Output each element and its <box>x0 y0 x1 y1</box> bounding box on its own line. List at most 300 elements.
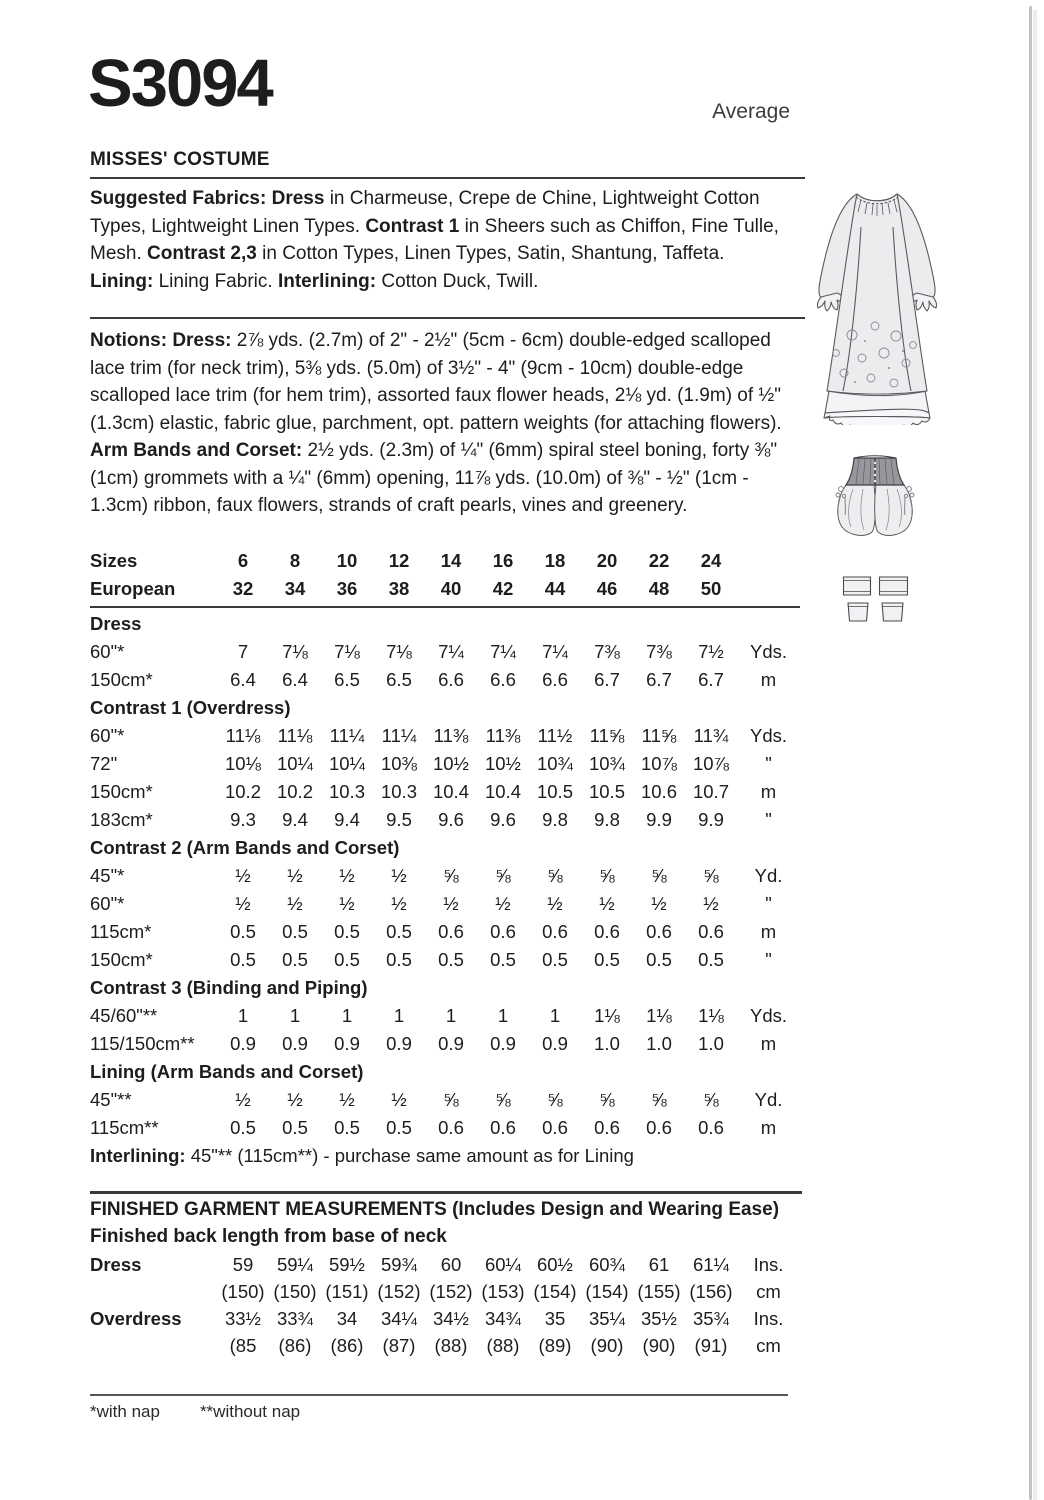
table-cell: ½ <box>391 865 407 886</box>
table-cell: 10.4 <box>432 781 469 802</box>
garment-category: MISSES' COSTUME <box>90 149 270 170</box>
row-label: 45"** <box>90 1089 132 1110</box>
table-cell: 9.4 <box>282 809 308 830</box>
table-row <box>90 1086 800 1114</box>
table-cell: 7 <box>237 641 249 662</box>
table-cell: 1⅛ <box>594 1005 620 1026</box>
table-cell: (87) <box>382 1334 416 1356</box>
row-label: 45/60"** <box>90 1005 158 1026</box>
text-segment: in Cotton Types, Linen Types, Satin, Shantung, Taffeta. <box>256 243 725 264</box>
table-cell: 6.6 <box>490 669 516 690</box>
table-cell: 32 <box>232 578 254 599</box>
table-cell: 7¼ <box>490 641 516 662</box>
unit-cell: Yd. <box>754 1089 783 1110</box>
table-cell: 0.5 <box>490 949 516 970</box>
table-cell: 11⅛ <box>225 725 261 746</box>
table-cell: 60¾ <box>588 1253 625 1275</box>
table-cell: (90) <box>642 1334 676 1356</box>
table-cell: (88) <box>486 1334 520 1356</box>
table-cell: 0.5 <box>282 949 308 970</box>
table-cell: 7⅜ <box>594 641 620 662</box>
table-cell: 14 <box>440 550 462 571</box>
table-cell: (156) <box>689 1280 733 1302</box>
row-label: European <box>90 578 176 599</box>
table-cell: ½ <box>287 893 303 914</box>
bold-text-segment: Interlining: <box>277 270 377 292</box>
table-row <box>90 638 800 666</box>
section-header: Contrast 3 (Binding and Piping) <box>90 977 368 998</box>
table-cell: 16 <box>492 550 514 571</box>
table-cell: 0.6 <box>646 921 672 942</box>
table-cell: 0.9 <box>334 1033 360 1054</box>
table-cell: 10⅛ <box>224 753 261 774</box>
pattern-number: S3094 <box>88 46 272 121</box>
unit-cell: Yds. <box>749 641 788 662</box>
yardage-sections <box>90 610 800 1142</box>
row-label: 183cm* <box>90 809 153 830</box>
table-cell: 35¾ <box>692 1307 729 1329</box>
table-cell: 10.2 <box>276 781 313 802</box>
table-cell: 34½ <box>432 1307 469 1329</box>
table-cell: 10½ <box>484 753 521 774</box>
table-cell: 0.5 <box>386 921 412 942</box>
table-cell: 50 <box>700 578 722 599</box>
table-cell: ½ <box>235 1089 251 1110</box>
table-cell: 10⅞ <box>692 753 729 774</box>
row-label: 60"* <box>90 641 125 662</box>
table-cell: 35¼ <box>588 1307 625 1329</box>
table-cell: 0.5 <box>438 949 464 970</box>
table-cell: 0.5 <box>698 949 724 970</box>
table-row <box>90 778 800 806</box>
table-cell: 0.5 <box>542 949 568 970</box>
row-label: 45"* <box>90 865 125 886</box>
table-cell: 11¼ <box>329 725 365 746</box>
table-cell: 9.3 <box>230 809 256 830</box>
row-label: Dress <box>90 1253 142 1275</box>
section-header: Lining (Arm Bands and Corset) <box>90 1061 364 1082</box>
table-cell: 0.9 <box>542 1033 568 1054</box>
unit-cell: " <box>765 809 772 830</box>
table-cell: 0.5 <box>334 921 360 942</box>
table-row <box>90 666 800 694</box>
table-cell: ½ <box>547 893 563 914</box>
table-cell: 11⅜ <box>485 725 521 746</box>
table-cell: 9.5 <box>386 809 412 830</box>
table-cell: 7½ <box>698 641 724 662</box>
table-cell: 11⅜ <box>433 725 469 746</box>
table-cell: 11⅝ <box>589 725 625 746</box>
table-row <box>90 806 800 834</box>
table-cell: ⅝ <box>651 1089 667 1110</box>
table-cell: 1 <box>497 1005 509 1026</box>
table-cell: 9.8 <box>594 809 620 830</box>
table-cell: 6.6 <box>438 669 464 690</box>
unit-cell: " <box>765 753 772 774</box>
table-cell: (154) <box>533 1280 577 1302</box>
table-cell: 0.6 <box>594 1117 620 1138</box>
table-cell: 10.3 <box>328 781 365 802</box>
corset-illustration <box>833 453 917 541</box>
table-cell: 18 <box>544 550 566 571</box>
finished-measurements-rows <box>90 1251 800 1359</box>
unit-cell: m <box>760 1117 777 1138</box>
table-cell: ½ <box>495 893 511 914</box>
table-cell: 34 <box>336 1307 358 1329</box>
table-cell: 0.9 <box>438 1033 464 1054</box>
table-cell: 6.7 <box>646 669 672 690</box>
table-cell: 10.7 <box>692 781 729 802</box>
table-cell: 10.3 <box>380 781 417 802</box>
table-cell: 24 <box>700 550 722 571</box>
table-cell: 33½ <box>224 1307 261 1329</box>
table-row <box>90 1002 800 1030</box>
table-cell: 9.6 <box>490 809 516 830</box>
finished-measurements-subtitle: Finished back length from base of neck <box>90 1226 447 1247</box>
table-cell: 1.0 <box>698 1033 724 1054</box>
row-label: 115cm** <box>90 1117 159 1138</box>
suggested-fabrics-paragraph <box>90 185 792 295</box>
table-cell: (153) <box>481 1280 525 1302</box>
table-cell: 59½ <box>328 1253 365 1275</box>
table-cell: 11½ <box>537 725 573 746</box>
table-cell: ½ <box>339 893 355 914</box>
table-cell: 11⅛ <box>277 725 313 746</box>
row-label: 72" <box>90 753 118 774</box>
divider-under-category <box>90 177 805 179</box>
table-cell: 0.6 <box>646 1117 672 1138</box>
table-cell: 0.6 <box>490 1117 516 1138</box>
table-cell: 0.9 <box>230 1033 256 1054</box>
table-cell: ½ <box>235 865 251 886</box>
row-label: Sizes <box>90 550 138 571</box>
table-cell: 10.4 <box>484 781 521 802</box>
table-cell: 9.9 <box>698 809 724 830</box>
divider-above-notions <box>90 317 805 319</box>
table-cell: ⅝ <box>547 865 563 886</box>
table-cell: ½ <box>287 865 303 886</box>
finished-measurements-title: FINISHED GARMENT MEASUREMENTS (Includes Design and Wearing Ease) <box>90 1199 780 1220</box>
table-cell: 1.0 <box>646 1033 672 1054</box>
table-cell: 22 <box>648 550 670 571</box>
table-cell: 6.7 <box>594 669 620 690</box>
table-cell: (154) <box>585 1280 629 1302</box>
table-cell: 7⅛ <box>282 641 308 662</box>
table-cell: (90) <box>590 1334 624 1356</box>
table-row <box>90 1030 800 1058</box>
table-cell: ½ <box>391 1089 407 1110</box>
table-cell: 0.5 <box>282 921 308 942</box>
table-cell: (155) <box>637 1280 681 1302</box>
table-cell: 6.5 <box>334 669 360 690</box>
row-label: 150cm* <box>90 949 153 970</box>
table-cell: 1⅛ <box>698 1005 724 1026</box>
corset-line-art-icon <box>833 453 917 541</box>
table-cell: 0.5 <box>386 1117 412 1138</box>
table-cell: ½ <box>443 893 459 914</box>
table-cell: 0.5 <box>594 949 620 970</box>
unit-cell: m <box>760 669 777 690</box>
table-cell: 61 <box>648 1253 670 1275</box>
table-cell: 60¼ <box>484 1253 521 1275</box>
table-cell: ⅝ <box>703 865 719 886</box>
table-cell: 59¾ <box>380 1253 417 1275</box>
table-cell: ½ <box>703 893 719 914</box>
page-edge-line <box>1029 6 1032 1500</box>
table-cell: (89) <box>538 1334 572 1356</box>
table-cell: (151) <box>325 1280 369 1302</box>
table-cell: 7¼ <box>438 641 464 662</box>
table-cell: 61¼ <box>692 1253 729 1275</box>
table-cell: 0.5 <box>334 1117 360 1138</box>
table-cell: 0.5 <box>230 921 256 942</box>
difficulty-rating: Average <box>712 100 790 123</box>
bold-text-segment: Contrast 1 <box>365 215 460 237</box>
table-cell: 0.6 <box>438 921 464 942</box>
dress-illustration <box>803 185 951 425</box>
table-cell: ½ <box>339 1089 355 1110</box>
table-cell: 38 <box>388 578 410 599</box>
table-cell: ½ <box>287 1089 303 1110</box>
table-cell: 20 <box>596 550 618 571</box>
page-edge-shadow <box>1033 10 1037 1500</box>
table-cell: (86) <box>330 1334 364 1356</box>
row-label: 150cm* <box>90 781 153 802</box>
with-nap-note: *with nap <box>90 1402 160 1421</box>
table-cell: 59 <box>232 1253 254 1275</box>
table-row <box>90 1251 800 1278</box>
table-cell: 0.9 <box>386 1033 412 1054</box>
row-label: 115/150cm** <box>90 1033 195 1054</box>
table-cell: 34 <box>284 578 306 599</box>
table-cell: 59¼ <box>276 1253 313 1275</box>
bold-text-segment: Contrast 2,3 <box>147 243 257 264</box>
table-cell: ⅝ <box>495 865 511 886</box>
table-cell: 9.4 <box>334 809 360 830</box>
table-cell: 44 <box>544 578 566 599</box>
table-cell: (91) <box>694 1334 728 1356</box>
table-cell: 36 <box>336 578 358 599</box>
table-cell: 33¾ <box>276 1307 313 1329</box>
dress-line-art-icon <box>803 185 951 425</box>
table-cell: 34¾ <box>484 1307 521 1329</box>
text-segment: 2⅞ yds. (2.7m) of 2" - 2½" (5cm - 6cm) double-edged scalloped lace trim (for neck trim), 5⅜ yds. (5.0m) of 3½" - 4" (9cm - 10cm) double-edge scalloped lace trim (for hem trim), assorted faux flower heads, 2⅛ yd. (1.9m) of ½" (1.3cm) elastic, fabric glue, parchment, opt. pattern weights (for attaching flowers). <box>90 330 782 434</box>
table-cell: 10¾ <box>588 753 625 774</box>
unit-cell: Ins. <box>753 1307 784 1329</box>
table-cell: 7⅜ <box>646 641 672 662</box>
table-cell: ⅝ <box>547 1089 563 1110</box>
unit-cell: m <box>760 921 777 942</box>
table-cell: 46 <box>596 578 618 599</box>
bold-text-segment: Lining: <box>90 270 154 292</box>
table-cell: (86) <box>278 1334 312 1356</box>
arm-bands-line-art-icon <box>842 573 910 625</box>
table-cell: (150) <box>221 1280 265 1302</box>
row-label: 60"* <box>90 725 125 746</box>
table-cell: (88) <box>434 1334 468 1356</box>
table-cell: 10 <box>336 550 358 571</box>
table-cell: 6.5 <box>386 669 412 690</box>
table-cell: (152) <box>377 1280 421 1302</box>
table-cell: 0.9 <box>282 1033 308 1054</box>
unit-cell: Yds. <box>749 1005 788 1026</box>
table-cell: 48 <box>648 578 670 599</box>
table-cell: ½ <box>235 893 251 914</box>
unit-cell: m <box>760 1033 777 1054</box>
table-cell: 60 <box>440 1253 462 1275</box>
divider-above-finished-measurements <box>90 1191 802 1194</box>
table-cell: 34¼ <box>380 1307 417 1329</box>
table-cell: 6.4 <box>230 669 256 690</box>
table-cell: ⅝ <box>443 865 459 886</box>
table-cell: 0.6 <box>698 1117 724 1138</box>
unit-cell: " <box>765 949 772 970</box>
table-cell: 0.6 <box>490 921 516 942</box>
table-cell: 12 <box>388 550 410 571</box>
table-cell: 1⅛ <box>646 1005 672 1026</box>
table-cell: ½ <box>651 893 667 914</box>
table-cell: 42 <box>492 578 514 599</box>
table-row <box>90 946 800 974</box>
table-cell: ⅝ <box>495 1089 511 1110</box>
table-row <box>90 1114 800 1142</box>
table-row <box>90 862 800 890</box>
table-cell: (152) <box>429 1280 473 1302</box>
table-cell: ⅝ <box>599 1089 615 1110</box>
table-cell: 9.6 <box>438 809 464 830</box>
table-row <box>90 575 800 603</box>
table-row <box>90 750 800 778</box>
table-cell: ½ <box>391 893 407 914</box>
table-row <box>90 890 800 918</box>
table-cell: 11¼ <box>381 725 417 746</box>
bold-text-segment: Suggested Fabrics: Dress <box>90 188 325 209</box>
table-cell: 35 <box>544 1307 566 1329</box>
bold-text-segment: Arm Bands and Corset: <box>90 440 303 461</box>
table-cell: 11⅝ <box>641 725 677 746</box>
text-segment: 45"** (115cm**) - purchase same amount as for Lining <box>185 1145 634 1166</box>
section-header: Contrast 2 (Arm Bands and Corset) <box>90 837 400 858</box>
table-cell: ⅝ <box>703 1089 719 1110</box>
table-cell: 1 <box>341 1005 353 1026</box>
text-segment: Lining Fabric. <box>153 270 278 292</box>
table-cell: 1.0 <box>594 1033 620 1054</box>
table-row <box>90 1332 800 1359</box>
table-cell: 10.5 <box>536 781 573 802</box>
text-segment: Cotton Duck, Twill. <box>376 270 539 292</box>
nap-footnote <box>90 1402 300 1422</box>
table-cell: 0.5 <box>230 1117 256 1138</box>
table-cell: 10½ <box>432 753 469 774</box>
table-cell: ½ <box>599 893 615 914</box>
bold-text-segment: Notions: Dress: <box>90 330 232 351</box>
row-label: 60"* <box>90 893 125 914</box>
table-row <box>90 918 800 946</box>
table-cell: 7⅛ <box>386 641 412 662</box>
table-cell: 11¾ <box>693 725 729 746</box>
interlining-note <box>90 1142 800 1170</box>
table-cell: 7⅛ <box>334 641 360 662</box>
table-cell: 0.6 <box>542 1117 568 1138</box>
table-cell: 0.6 <box>542 921 568 942</box>
table-row <box>90 547 800 575</box>
section-header: Dress <box>90 613 142 634</box>
table-cell: 8 <box>289 550 301 571</box>
table-cell: 10⅜ <box>380 753 417 774</box>
row-label: 150cm* <box>90 669 153 690</box>
table-cell: ⅝ <box>599 865 615 886</box>
table-cell: 60½ <box>536 1253 573 1275</box>
table-cell: 0.6 <box>438 1117 464 1138</box>
text-segment: in Sheers such as Chiffon, Fine Tulle, Mesh. <box>90 215 779 264</box>
unit-cell: cm <box>756 1334 781 1356</box>
table-cell: (85 <box>229 1334 257 1356</box>
table-cell: 9.8 <box>542 809 568 830</box>
table-cell: (150) <box>273 1280 317 1302</box>
yardage-table <box>90 547 800 1170</box>
table-cell: 0.5 <box>334 949 360 970</box>
bold-text-segment: Interlining: <box>90 1145 186 1166</box>
table-cell: 9.9 <box>646 809 672 830</box>
table-row <box>90 722 800 750</box>
table-cell: ⅝ <box>651 865 667 886</box>
table-cell: 10⅞ <box>640 753 677 774</box>
table-cell: 0.9 <box>490 1033 516 1054</box>
divider-above-footnote <box>90 1394 788 1396</box>
table-row <box>90 1278 800 1305</box>
section-header: Contrast 1 (Overdress) <box>90 697 291 718</box>
table-cell: 1 <box>393 1005 405 1026</box>
table-row <box>90 1305 800 1332</box>
table-cell: 1 <box>289 1005 301 1026</box>
unit-cell: " <box>765 893 772 914</box>
table-cell: ⅝ <box>443 1089 459 1110</box>
table-cell: 0.6 <box>594 921 620 942</box>
table-cell: 1 <box>445 1005 457 1026</box>
table-cell: 10.2 <box>224 781 261 802</box>
row-label: Overdress <box>90 1307 182 1329</box>
without-nap-note: **without nap <box>199 1402 301 1421</box>
arm-bands-illustration <box>842 573 910 625</box>
table-cell: 10¼ <box>328 753 365 774</box>
size-header-rows <box>90 547 800 608</box>
unit-cell: cm <box>756 1280 781 1302</box>
table-cell: 10¼ <box>276 753 313 774</box>
unit-cell: Yd. <box>754 865 783 886</box>
table-cell: 40 <box>440 578 462 599</box>
table-cell: 10¾ <box>536 753 573 774</box>
table-cell: 0.6 <box>698 921 724 942</box>
table-cell: 1 <box>549 1005 561 1026</box>
table-cell: ½ <box>339 865 355 886</box>
text-segment: 2½ yds. (2.3m) of ¼" (6mm) spiral steel boning, forty ⅜" (1cm) grommets with a ¼" (6mm) opening, 11⅞ yds. (10.0m) of ⅜" - ½" (1cm - 1.3cm) ribbon, faux flowers, strands of craft pearls, vines and greenery. <box>90 440 778 516</box>
table-cell: 6.6 <box>542 669 568 690</box>
table-cell: 0.5 <box>230 949 256 970</box>
unit-cell: m <box>760 781 777 802</box>
table-cell: 10.6 <box>640 781 677 802</box>
table-cell: 6.7 <box>698 669 724 690</box>
table-cell: 0.5 <box>282 1117 308 1138</box>
table-cell: 7¼ <box>542 641 568 662</box>
notions-paragraph <box>90 327 798 520</box>
table-cell: 0.5 <box>386 949 412 970</box>
table-cell: 6.4 <box>282 669 308 690</box>
table-cell: 1 <box>237 1005 249 1026</box>
table-cell: 10.5 <box>588 781 625 802</box>
table-cell: 6 <box>237 550 249 571</box>
table-cell: 35½ <box>640 1307 677 1329</box>
row-label: 115cm* <box>90 921 152 942</box>
